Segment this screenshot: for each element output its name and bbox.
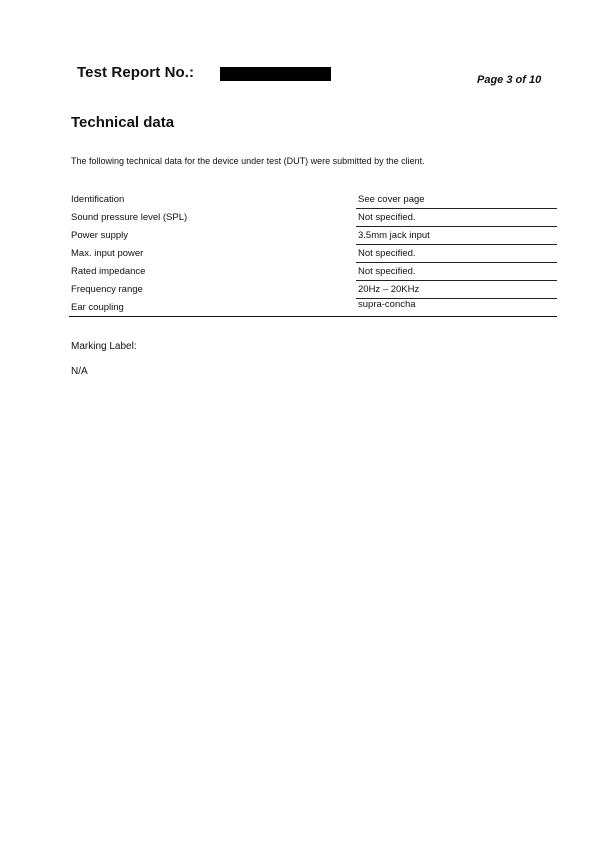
table-row: [69, 245, 557, 263]
spec-label: Ear coupling: [71, 302, 124, 313]
spec-label: Identification: [71, 194, 125, 205]
marking-label-heading: Marking Label:: [71, 341, 137, 352]
table-row: [69, 191, 557, 209]
page-number: Page 3 of 10: [477, 74, 542, 86]
spec-label: Frequency range: [71, 284, 143, 295]
spec-value: 3.5mm jack input: [356, 230, 557, 245]
spec-label: Rated impedance: [71, 266, 146, 277]
table-row: [69, 281, 557, 299]
spec-label: Max. input power: [71, 248, 144, 259]
table-bottom-rule: [69, 316, 557, 317]
spec-value: Not specified.: [356, 248, 557, 263]
spec-value: supra-concha: [358, 299, 416, 310]
spec-value: 20Hz – 20KHz: [356, 284, 557, 299]
table-row: [69, 299, 557, 317]
intro-text: The following technical data for the device under test (DUT) were submitted by the client.: [71, 156, 425, 166]
table-row: [69, 209, 557, 227]
spec-value: See cover page: [356, 194, 557, 209]
table-row: [69, 227, 557, 245]
redacted-report-number: [220, 67, 331, 81]
spec-label: Sound pressure level (SPL): [71, 212, 188, 223]
spec-label: Power supply: [71, 230, 129, 241]
report-number-label: Test Report No.:: [77, 64, 195, 81]
marking-label-value: N/A: [71, 366, 88, 377]
section-title: Technical data: [71, 114, 175, 131]
technical-data-table: [69, 191, 557, 317]
spec-value: Not specified.: [356, 266, 557, 281]
table-row: [69, 263, 557, 281]
spec-value: Not specified.: [356, 212, 557, 227]
